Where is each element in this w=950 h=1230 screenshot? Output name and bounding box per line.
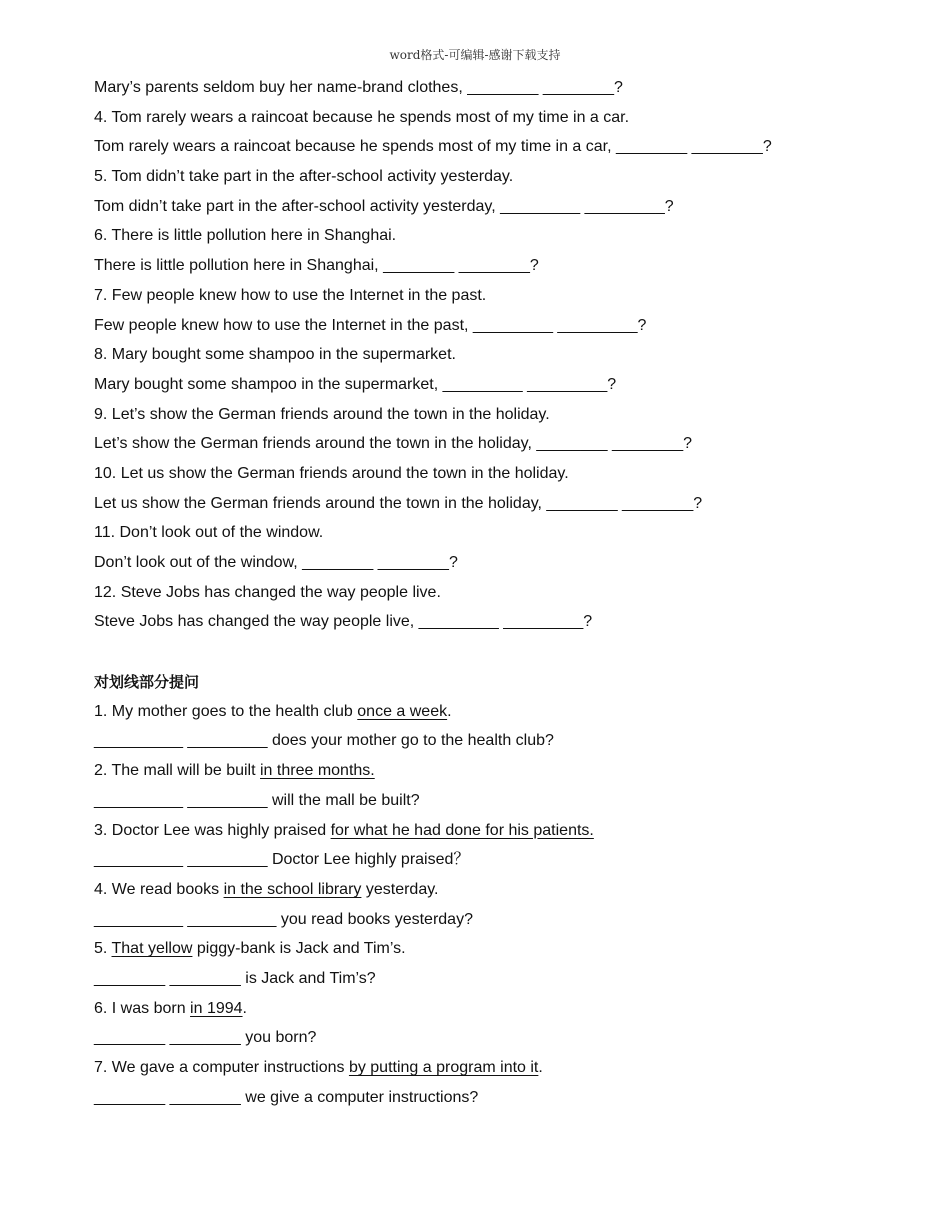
question-text-end: . — [242, 999, 247, 1017]
underlined-phrase: in 1994 — [190, 999, 243, 1017]
section-heading: 对划线部分提问 — [94, 673, 200, 692]
question-text: 3. Doctor Lee was highly praised — [94, 821, 331, 839]
answer-line: __________ _________ will the mall be built? — [94, 791, 420, 809]
question-item — [94, 997, 894, 1027]
answer-line: ________ ________ you born? — [94, 1029, 317, 1047]
underlined-phrase: in the school library — [223, 880, 362, 898]
answer-line: ________ ________ we give a computer instructions? — [94, 1088, 479, 1106]
underlined-phrase: for what he had done for his patients. — [330, 821, 594, 839]
answer-line: __________ _________ does your mother go to the health club? — [94, 732, 554, 750]
question-text: 4. We read books — [94, 880, 224, 898]
question-text-end: . — [447, 702, 452, 720]
question-item — [94, 878, 894, 908]
question-item — [94, 759, 894, 789]
question-text: 1. My mother goes to the health club — [94, 702, 358, 720]
exercise-line: 8. Mary bought some shampoo in the supermarket. — [94, 346, 456, 364]
question-text-end: piggy-bank is Jack and Tim’s. — [192, 940, 406, 958]
question-item — [94, 937, 894, 967]
exercise-line: 4. Tom rarely wears a raincoat because he spends most of my time in a car. — [94, 108, 630, 126]
question-text: 6. I was born — [94, 999, 191, 1017]
exercise-line: Tom didn’t take part in the after-school activity yesterday, _________ _________? — [94, 197, 674, 215]
exercise-line: Tom rarely wears a raincoat because he spends most of my time in a car, ________ ________? — [94, 138, 772, 156]
underlined-phrase: That yellow — [111, 940, 193, 958]
underlined-phrase: in three months. — [260, 762, 375, 780]
exercise-line: There is little pollution here in Shanghai, ________ ________? — [94, 257, 539, 275]
question-text-end: . — [538, 1059, 543, 1076]
section-gap — [94, 640, 894, 670]
exercise-line: Mary bought some shampoo in the supermarket, _________ _________? — [94, 375, 617, 393]
tag-question-list — [94, 76, 894, 640]
exercise-line: Few people knew how to use the Internet in the past, _________ _________? — [94, 316, 647, 334]
exercise-line: 11. Don’t look out of the window. — [94, 524, 324, 542]
exercise-line: 12. Steve Jobs has changed the way people live. — [94, 583, 441, 601]
exercise-line: 7. Few people knew how to use the Internet in the past. — [94, 286, 487, 304]
exercise-line: Steve Jobs has changed the way people live, _________ _________? — [94, 613, 593, 631]
exercise-line: Let’s show the German friends around the town in the holiday, ________ ________? — [94, 435, 693, 453]
answer-line: __________ __________ you read books yesterday? — [94, 910, 473, 928]
exercise-line: Mary’s parents seldom buy her name-brand clothes, ________ ________? — [94, 79, 623, 96]
document-body — [94, 76, 894, 1115]
answer-line: __________ _________ Doctor Lee highly praised？ — [94, 851, 470, 869]
exercise-line: Let us show the German friends around the town in the holiday, ________ ________? — [94, 494, 703, 512]
question-list — [94, 700, 894, 1116]
exercise-line: 6. There is little pollution here in Shanghai. — [94, 227, 397, 245]
underlined-phrase: by putting a program into it — [348, 1059, 539, 1076]
question-item — [94, 700, 894, 730]
question-text: 5. — [94, 940, 112, 958]
page-header: word格式-可编辑-感谢下载支持 — [389, 48, 561, 62]
question-item — [94, 1056, 894, 1086]
question-text-end: yesterday. — [361, 880, 439, 898]
answer-line: ________ ________ is Jack and Tim’s? — [94, 969, 376, 987]
exercise-line: 5. Tom didn’t take part in the after-school activity yesterday. — [94, 168, 514, 186]
question-text: 2. The mall will be built — [94, 762, 260, 780]
exercise-line: 10. Let us show the German friends around the town in the holiday. — [94, 464, 569, 482]
underlined-phrase: once a week — [357, 702, 448, 720]
question-item — [94, 819, 894, 849]
exercise-line: Don’t look out of the window, ________ ________? — [94, 554, 458, 571]
exercise-line: 9. Let’s show the German friends around the town in the holiday. — [94, 405, 550, 423]
question-text: 7. We gave a computer instructions — [94, 1059, 349, 1076]
